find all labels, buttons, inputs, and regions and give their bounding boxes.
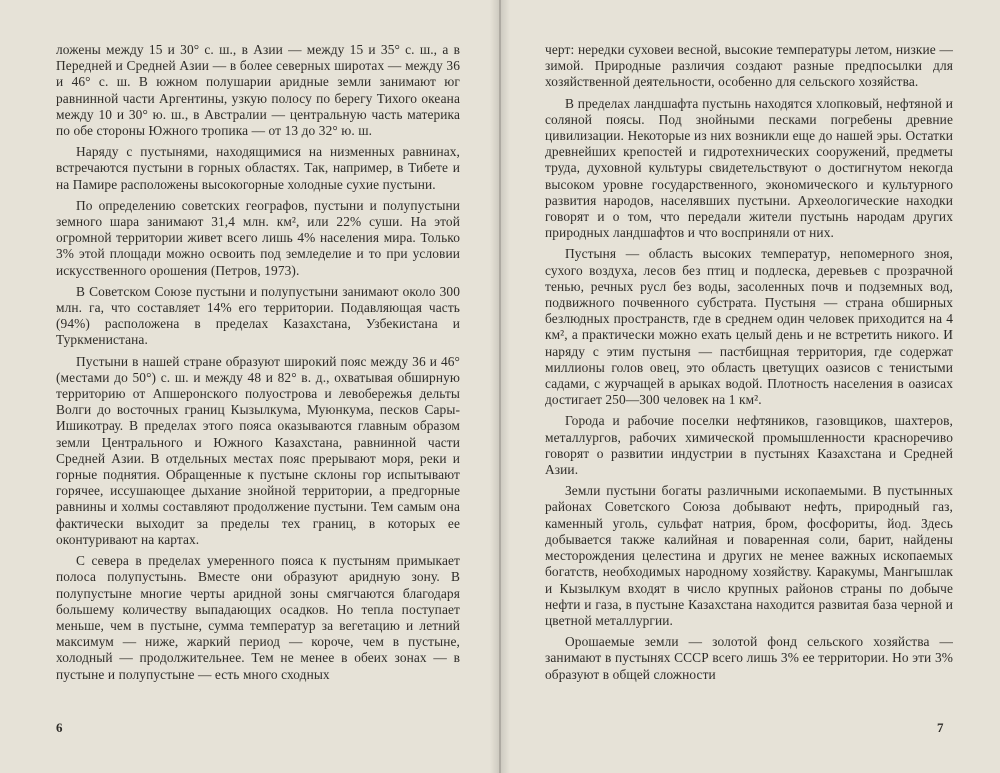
paragraph: Наряду с пустынями, находящимися на низменных равнинах, встречаются пустыни в горных областях. Так, например, в Тибете и на Памире расположены высокогорные холодные сухие пустыни. <box>56 144 460 192</box>
page-number-right: 7 <box>937 720 944 735</box>
page-number-left: 6 <box>56 720 63 735</box>
paragraph: черт: нередки суховеи весной, высокие температуры летом, низкие — зимой. Природные различия создают разные предпосылки для хозяйственной деятельности, особенно для сельского хозяйства. <box>545 42 953 90</box>
paragraph: ложены между 15 и 30° с. ш., в Азии — между 15 и 35° с. ш., а в Передней и Средней Азии — в более северных широтах — между 36 и 46° с. ш. В южном полушарии аридные земли занимают юг равнинной части Аргентины, узкую полосу по берегу Тихого океана между 10 и 30° ю. ш., в Австралии — центральную часть материка по обе стороны Южного тропика — от 13 до 32° ю. ш. <box>56 42 460 139</box>
paragraph: В пределах ландшафта пустынь находятся хлопковый, нефтяной и соляной поясы. Под знойными песками погребены древние цивилизации. Некоторые из них возникли еще до нашей эры. Остатки древнейших крепостей и гидротехнических сооружений, предметы труда, духовной культуры свидетельствуют о достигнутом некогда высоком уровне государственного, экономического и культурного развития народов, населявших пустыни. Археологические находки говорят и о том, что передали жители пустынь народам других природных ландшафтов и что восприняли от них. <box>545 95 953 241</box>
paragraph: Пустыни в нашей стране образуют широкий пояс между 36 и 46° (местами до 50°) с. ш. и между 48 и 82° в. д., охватывая обширную территорию от Апшеронского полуострова и левобережья дельты Волги до восточных границ Кызылкума, Муюнкума, песков Сары-Ишикотрау. В пределах этого пояса оказываются главным образом земли Центрального и Южного Казахстана, равнинной части Средней Азии. В отдельных местах пояс прерывают моря, реки и горные поднятия. Обращенные к пустыне склоны гор испытывают горячее, иссушающее дыхание знойной территории, а предгорные равнины и холмы составляют продолжение пустыни. Тем самым она фактически выходит за пределы тех границ, в которых ее оконтуривают на картах. <box>56 353 460 547</box>
paragraph: Орошаемые земли — золотой фонд сельского хозяйства — занимают в пустынях СССР всего лишь 3% ее территории. Но эти 3% образуют в общей сложности <box>545 634 953 682</box>
paragraph: Города и рабочие поселки нефтяников, газовщиков, шахтеров, металлургов, рабочих химической промышленности красноречиво говорят о развитии индустрии в пустынях Казахстана и Средней Азии. <box>545 413 953 478</box>
paragraph: В Советском Союзе пустыни и полупустыни занимают около 300 млн. га, что составляет 14% его территории. Подавляющая часть (94%) расположена в пределах Казахстана, Узбекистана и Туркменистана. <box>56 283 460 348</box>
right-page <box>501 0 1000 773</box>
book-gutter <box>490 0 510 773</box>
paragraph: По определению советских географов, пустыни и полупустыни земного шара занимают 31,4 млн. км², или 22% суши. На этой огромной территории живет всего лишь 4% населения мира. Только 3% этой площади можно освоить под земледелие и то при условии искусственного орошения (Петров, 1973). <box>56 197 460 278</box>
paragraph: С севера в пределах умеренного пояса к пустыням примыкает полоса полупустынь. Вместе они образуют аридную зону. В полупустыне многие черты аридной зоны смягчаются благодаря большему количеству выпадающих осадков. Но тепла поступает меньше, чем в пустыне, сумма температур за вегетацию и летний максимум — ниже, жаркий период — короче, чем в пустыне, холодный — продолжительнее. Тем не менее в обеих зонах — в пустыне и полупустыне — есть много сходных <box>56 553 460 682</box>
left-page <box>0 0 499 773</box>
paragraph: Пустыня — область высоких температур, непомерного зноя, сухого воздуха, лесов без птиц и подлеска, деревьев с прозрачной тенью, речных русл без воды, засоленных почв и подземных вод, подвижного почвенного субстрата. Пустыня — страна обширных безлюдных пространств, где в среднем один человек приходится на 4 км², а практически можно ехать целый день и не встретить никого. И наряду с этим пустыня — пастбищная территория, где содержат миллионы голов овец, это область цветущих оазисов с тенистыми садами, с журчащей в арыках водой. Плотность населения в оазисах достигает 250—300 человек на 1 км². <box>545 246 953 408</box>
right-page-text <box>545 42 953 688</box>
left-page-text <box>56 42 460 688</box>
paragraph: Земли пустыни богаты различными ископаемыми. В пустынных районах Советского Союза добывают нефть, природный газ, каменный уголь, сульфат натрия, бром, фосфориты, йод. Здесь добывается также калийная и поваренная соли, барит, найдены месторождения целестина и других не менее важных ископаемых богатств, необходимых народному хозяйству. Каракумы, Мангышлак и Кызылкум входят в число крупных районов страны по добыче нефти и газа, в пустыне Казахстана находится развитая база черной и цветной металлургии. <box>545 483 953 628</box>
